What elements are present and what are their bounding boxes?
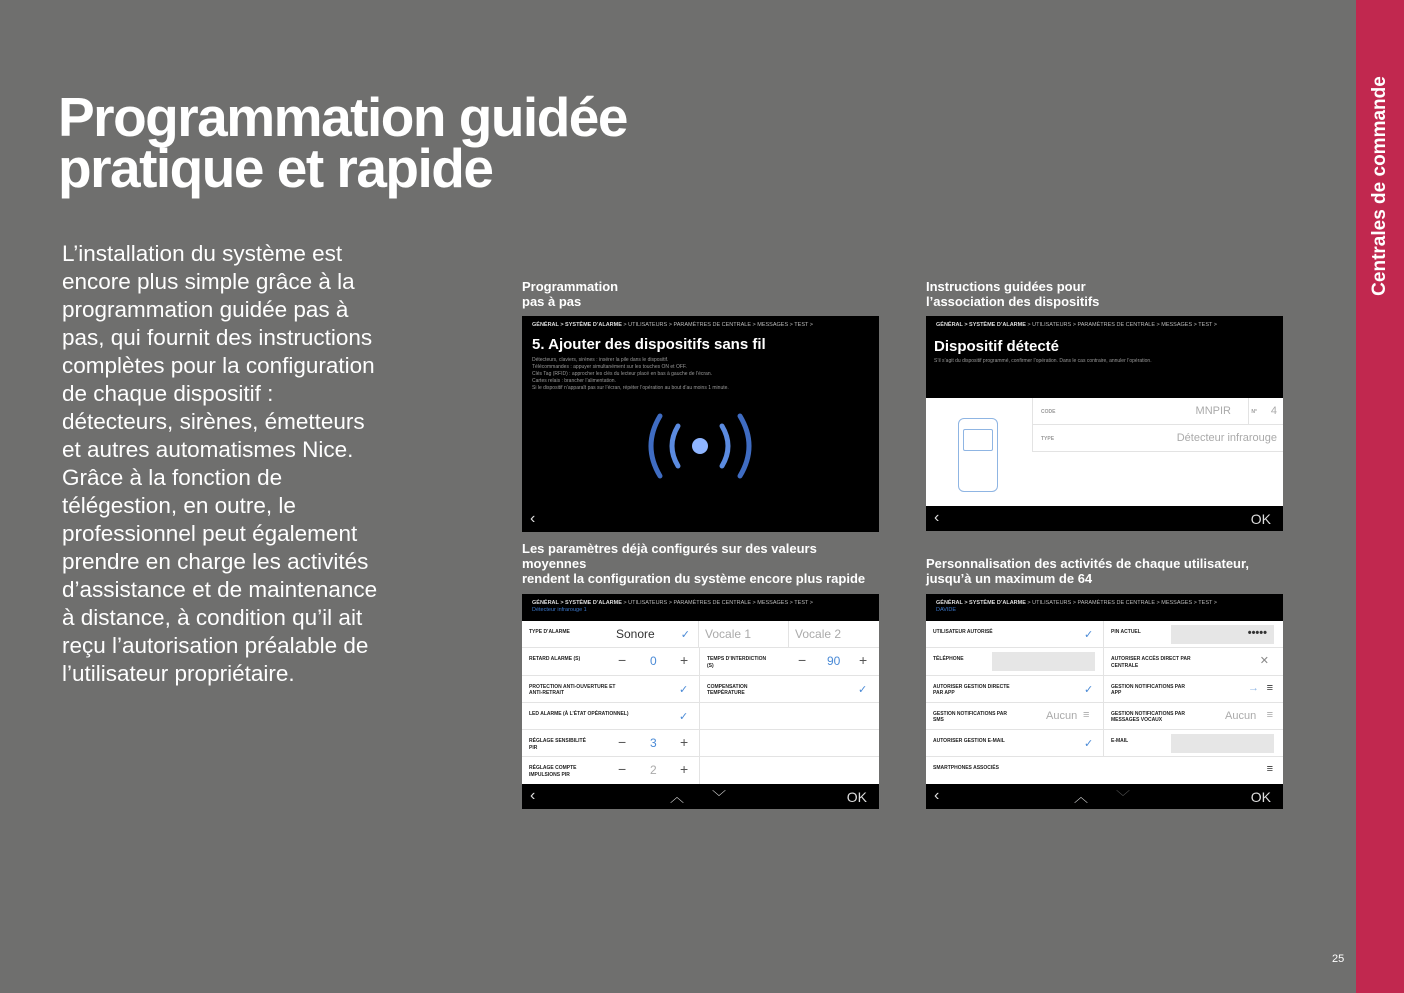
screen-navbar xyxy=(926,784,1283,809)
sensitivity-row: RÉGLAGE SENSIBILITÉ PIR − 3 + xyxy=(522,730,879,757)
option-vocale-1[interactable]: Vocale 1 xyxy=(699,621,789,647)
back-chevron-icon[interactable]: ‹ xyxy=(530,787,536,804)
chevron-up-icon[interactable]: ︿ xyxy=(670,789,684,805)
option-sonore[interactable]: Sonore ✓ xyxy=(610,621,699,647)
retard-row: RETARD ALARME (S) − 0 + TEMPS D’INTERDICTION (S) − 90 + xyxy=(522,648,879,675)
check-icon[interactable]: ✓ xyxy=(679,710,689,723)
screen-title: Dispositif détecté xyxy=(934,338,1060,355)
minus-icon[interactable]: − xyxy=(618,761,627,778)
breadcrumb: GÉNÉRAL > SYSTÈME D’ALARME > UTILISATEURS > PARAMÈTRES DE CENTRALE > MESSAGES > TEST > xyxy=(532,322,813,328)
screen-navbar xyxy=(522,507,879,532)
minus-icon[interactable]: − xyxy=(618,734,627,751)
sms-row: GESTION NOTIFICATIONS PAR SMS Aucun ≡ GESTION NOTIFICATIONS PAR MESSAGES VOCAUX Aucun ≡ xyxy=(926,703,1283,730)
chevron-up-icon[interactable]: ︿ xyxy=(1074,789,1088,805)
breadcrumb: GÉNÉRAL > SYSTÈME D’ALARME > UTILISATEURS > PARAMÈTRES DE CENTRALE > MESSAGES > TEST > xyxy=(936,322,1217,328)
screen-detector-settings xyxy=(522,594,879,809)
menu-icon[interactable]: ≡ xyxy=(1083,708,1090,721)
screen-subtitle: S’il s’agit du dispositif programmé, confirmer l’opération. Dans le cas contraire, annuler l’opération. xyxy=(934,358,1152,364)
chevron-down-icon[interactable]: ﹀ xyxy=(1116,789,1130,805)
menu-icon[interactable]: ≡ xyxy=(1266,763,1273,776)
check-icon[interactable]: ✓ xyxy=(1084,629,1094,641)
option-vocale-2[interactable]: Vocale 2 xyxy=(795,627,842,641)
side-band-label: Centrales de commande xyxy=(1369,76,1390,296)
detector-device-icon xyxy=(958,418,998,492)
screen-subtitle: Détecteur infrarouge 1 xyxy=(532,607,587,613)
screen-user-settings xyxy=(926,594,1283,809)
check-icon[interactable]: ✓ xyxy=(1084,738,1094,751)
page-number: 25 xyxy=(1332,953,1345,965)
back-chevron-icon[interactable]: ‹ xyxy=(934,787,940,804)
arrow-icon: → xyxy=(1248,681,1259,694)
email-row: AUTORISER GESTION E-MAIL ✓ E-MAIL xyxy=(926,730,1283,757)
intro-text: L’installation du système est encore plus simple grâce à la programmation guidée pas à pas, qui fournit des instructions complètes pour la configuration de chaque dispositif : détecteurs, sirènes, émetteurs et autres automatismes Nice. Grâce à la fonction de télégestion, en outre, le professionnel peut également prendre en charge les activités d’assistance et de maintenance à distance, à condition qu’il ait reçu l’autorisation préalable de l’utilisateur propriétaire. xyxy=(62,241,378,686)
screen-subtitle: DAVIDE xyxy=(936,607,957,613)
user-row: UTILISATEUR AUTORISÉ ✓ PIN ACTUEL ••••• xyxy=(926,621,1283,648)
phone-field[interactable] xyxy=(992,652,1095,671)
caption-instructions: Instructions guidées pour l’association des dispositifs xyxy=(926,279,1100,309)
screen-navbar xyxy=(926,506,1283,531)
plus-icon[interactable]: + xyxy=(680,734,689,751)
wireless-signal-icon xyxy=(630,411,770,481)
smartphones-row: SMARTPHONES ASSOCIÉS ≡ xyxy=(933,763,1273,776)
minus-icon[interactable]: − xyxy=(798,652,807,669)
screen-navbar xyxy=(522,784,879,809)
back-chevron-icon[interactable]: ‹ xyxy=(530,510,536,527)
check-icon[interactable]: ✓ xyxy=(1084,683,1094,696)
impulse-row: RÉGLAGE COMPTE IMPULSIONS PIR − 2 + xyxy=(522,757,879,784)
ok-button[interactable]: OK xyxy=(846,789,867,805)
protection-row: PROTECTION ANTI-OUVERTURE ET ANTI-RETRAIT ✓ COMPENSATION TEMPÉRATURE ✓ xyxy=(522,676,879,703)
screen-title: 5. Ajouter des dispositifs sans fil xyxy=(532,336,766,353)
phone-row: TÉLÉPHONE AUTORISER ACCÈS DIRECT PAR CENTRALE ✕ xyxy=(926,648,1283,675)
headline: Programmation guidée pratique et rapide xyxy=(58,86,627,199)
alarm-type-row: TYPE D’ALARME Sonore ✓ Vocale 1 Vocale 2 xyxy=(522,621,879,648)
plus-icon[interactable]: + xyxy=(680,652,689,669)
ok-button[interactable]: OK xyxy=(1250,789,1271,805)
minus-icon[interactable]: − xyxy=(618,652,627,669)
type-row: TYPE Détecteur infrarouge xyxy=(1032,425,1283,452)
caption-personnalisation: Personnalisation des activités de chaque utilisateur, jusqu’à un maximum de 64 xyxy=(926,556,1249,586)
app-row: AUTORISER GESTION DIRECTE PAR APP ✓ GESTION NOTIFICATIONS PAR APP → ≡ xyxy=(926,676,1283,703)
breadcrumb: GÉNÉRAL > SYSTÈME D’ALARME > UTILISATEURS > PARAMÈTRES DE CENTRALE > MESSAGES > TEST > xyxy=(936,600,1217,606)
code-row: CODE MNPIR N° 4 xyxy=(1032,398,1283,425)
led-row: LED ALARME (À L’ÉTAT OPÉRATIONNEL) ✓ xyxy=(522,703,879,730)
plus-icon[interactable]: + xyxy=(859,652,868,669)
menu-icon[interactable]: ≡ xyxy=(1266,708,1273,721)
plus-icon[interactable]: + xyxy=(680,761,689,778)
check-icon[interactable]: ✓ xyxy=(679,683,689,696)
chevron-down-icon[interactable]: ﹀ xyxy=(712,789,726,805)
screen-add-devices xyxy=(522,316,879,532)
menu-icon[interactable]: ≡ xyxy=(1266,681,1273,694)
caption-programmation: Programmation pas à pas xyxy=(522,279,619,309)
ok-button[interactable]: OK xyxy=(1250,511,1271,527)
check-icon[interactable]: ✓ xyxy=(858,683,868,696)
close-icon[interactable]: ✕ xyxy=(1259,655,1269,668)
email-field[interactable] xyxy=(1171,734,1274,753)
caption-parametres: Les paramètres déjà configurés sur des valeurs moyennes rendent la configuration du système encore plus rapide xyxy=(522,541,866,586)
back-chevron-icon[interactable]: ‹ xyxy=(934,509,940,526)
breadcrumb: GÉNÉRAL > SYSTÈME D’ALARME > UTILISATEURS > PARAMÈTRES DE CENTRALE > MESSAGES > TEST > xyxy=(532,600,813,606)
screen-instructions: Détecteurs, claviers, sirènes : insérer la pile dans le dispositif. Télécommandes : appuyer simultanément sur les touches ON et OFF. Clés Tag (RFID) : approcher les clés du lecteur placé en bas à gauche de l’écran. Cartes relais : brancher l’alimentation. Si le dispositif n’apparaît pas sur l’écran, répéter l’opération au bout d’au moins 1 minute. xyxy=(532,357,729,391)
screen-device-detected xyxy=(926,316,1283,531)
